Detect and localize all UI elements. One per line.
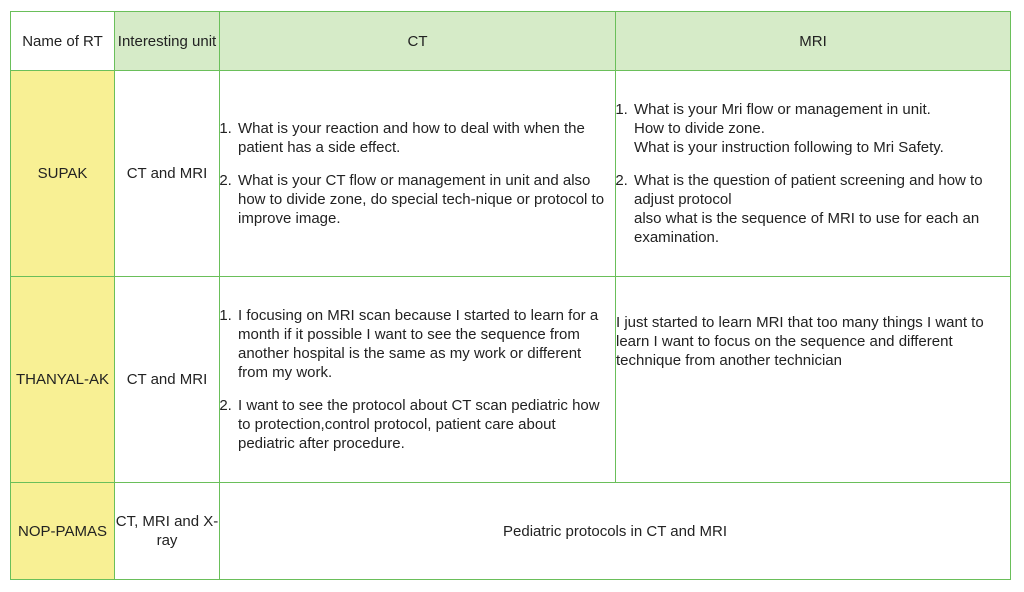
table-row-noppamas xyxy=(11,483,1011,580)
ct-questions xyxy=(220,71,616,277)
item-text: What is your Mri flow or management in unit. How to divide zone. What is your instruction following to Mri Safety. xyxy=(634,101,944,156)
list-item xyxy=(236,396,615,453)
interesting-unit: CT and MRI xyxy=(115,277,220,483)
table-row-supak xyxy=(11,71,1011,277)
interesting-unit: CT and MRI xyxy=(115,71,220,277)
interesting-unit: CT, MRI and X-ray xyxy=(115,483,220,580)
rt-name: SUPAK xyxy=(11,71,115,277)
list-item xyxy=(236,119,615,157)
rt-interest-table xyxy=(10,11,1011,580)
item-text: What is the question of patient screening and how to adjust protocol also what is the sequence of MRI to use for each an examination. xyxy=(634,172,983,246)
mri-interest xyxy=(616,277,1011,483)
item-text: What is your reaction and how to deal with when the patient has a side effect. xyxy=(238,120,585,156)
item-text: What is your CT flow or management in unit and also how to divide zone, do special tech-nique or protocol to improve image. xyxy=(238,172,605,227)
header-interesting-unit: Interesting unit xyxy=(115,12,220,71)
mri-question-list xyxy=(616,100,1010,247)
header-ct: CT xyxy=(220,12,616,71)
mri-interest-text: I just started to learn MRI that too many things I want to learn I want to focus on the sequence and different technique from another technician xyxy=(616,314,984,369)
list-item xyxy=(632,171,1010,247)
combined-interest: Pediatric protocols in CT and MRI xyxy=(220,483,1011,580)
header-row xyxy=(11,12,1011,71)
list-item xyxy=(236,171,615,228)
header-mri: MRI xyxy=(616,12,1011,71)
header-name-of-rt: Name of RT xyxy=(11,12,115,71)
item-text: I want to see the protocol about CT scan pediatric how to protection,control protocol, patient care about pediatric after procedure. xyxy=(238,397,600,452)
ct-question-list xyxy=(220,306,615,453)
list-item xyxy=(632,100,1010,157)
item-text: I focusing on MRI scan because I started to learn for a month if it possible I want to see the sequence from another hospital is the same as my work or different from my work. xyxy=(238,307,599,381)
mri-questions xyxy=(616,71,1011,277)
ct-question-list xyxy=(220,119,615,228)
rt-name: THANYAL-AK xyxy=(11,277,115,483)
list-item xyxy=(236,306,615,382)
ct-questions xyxy=(220,277,616,483)
rt-name: NOP-PAMAS xyxy=(11,483,115,580)
table-row-thanyalak xyxy=(11,277,1011,483)
